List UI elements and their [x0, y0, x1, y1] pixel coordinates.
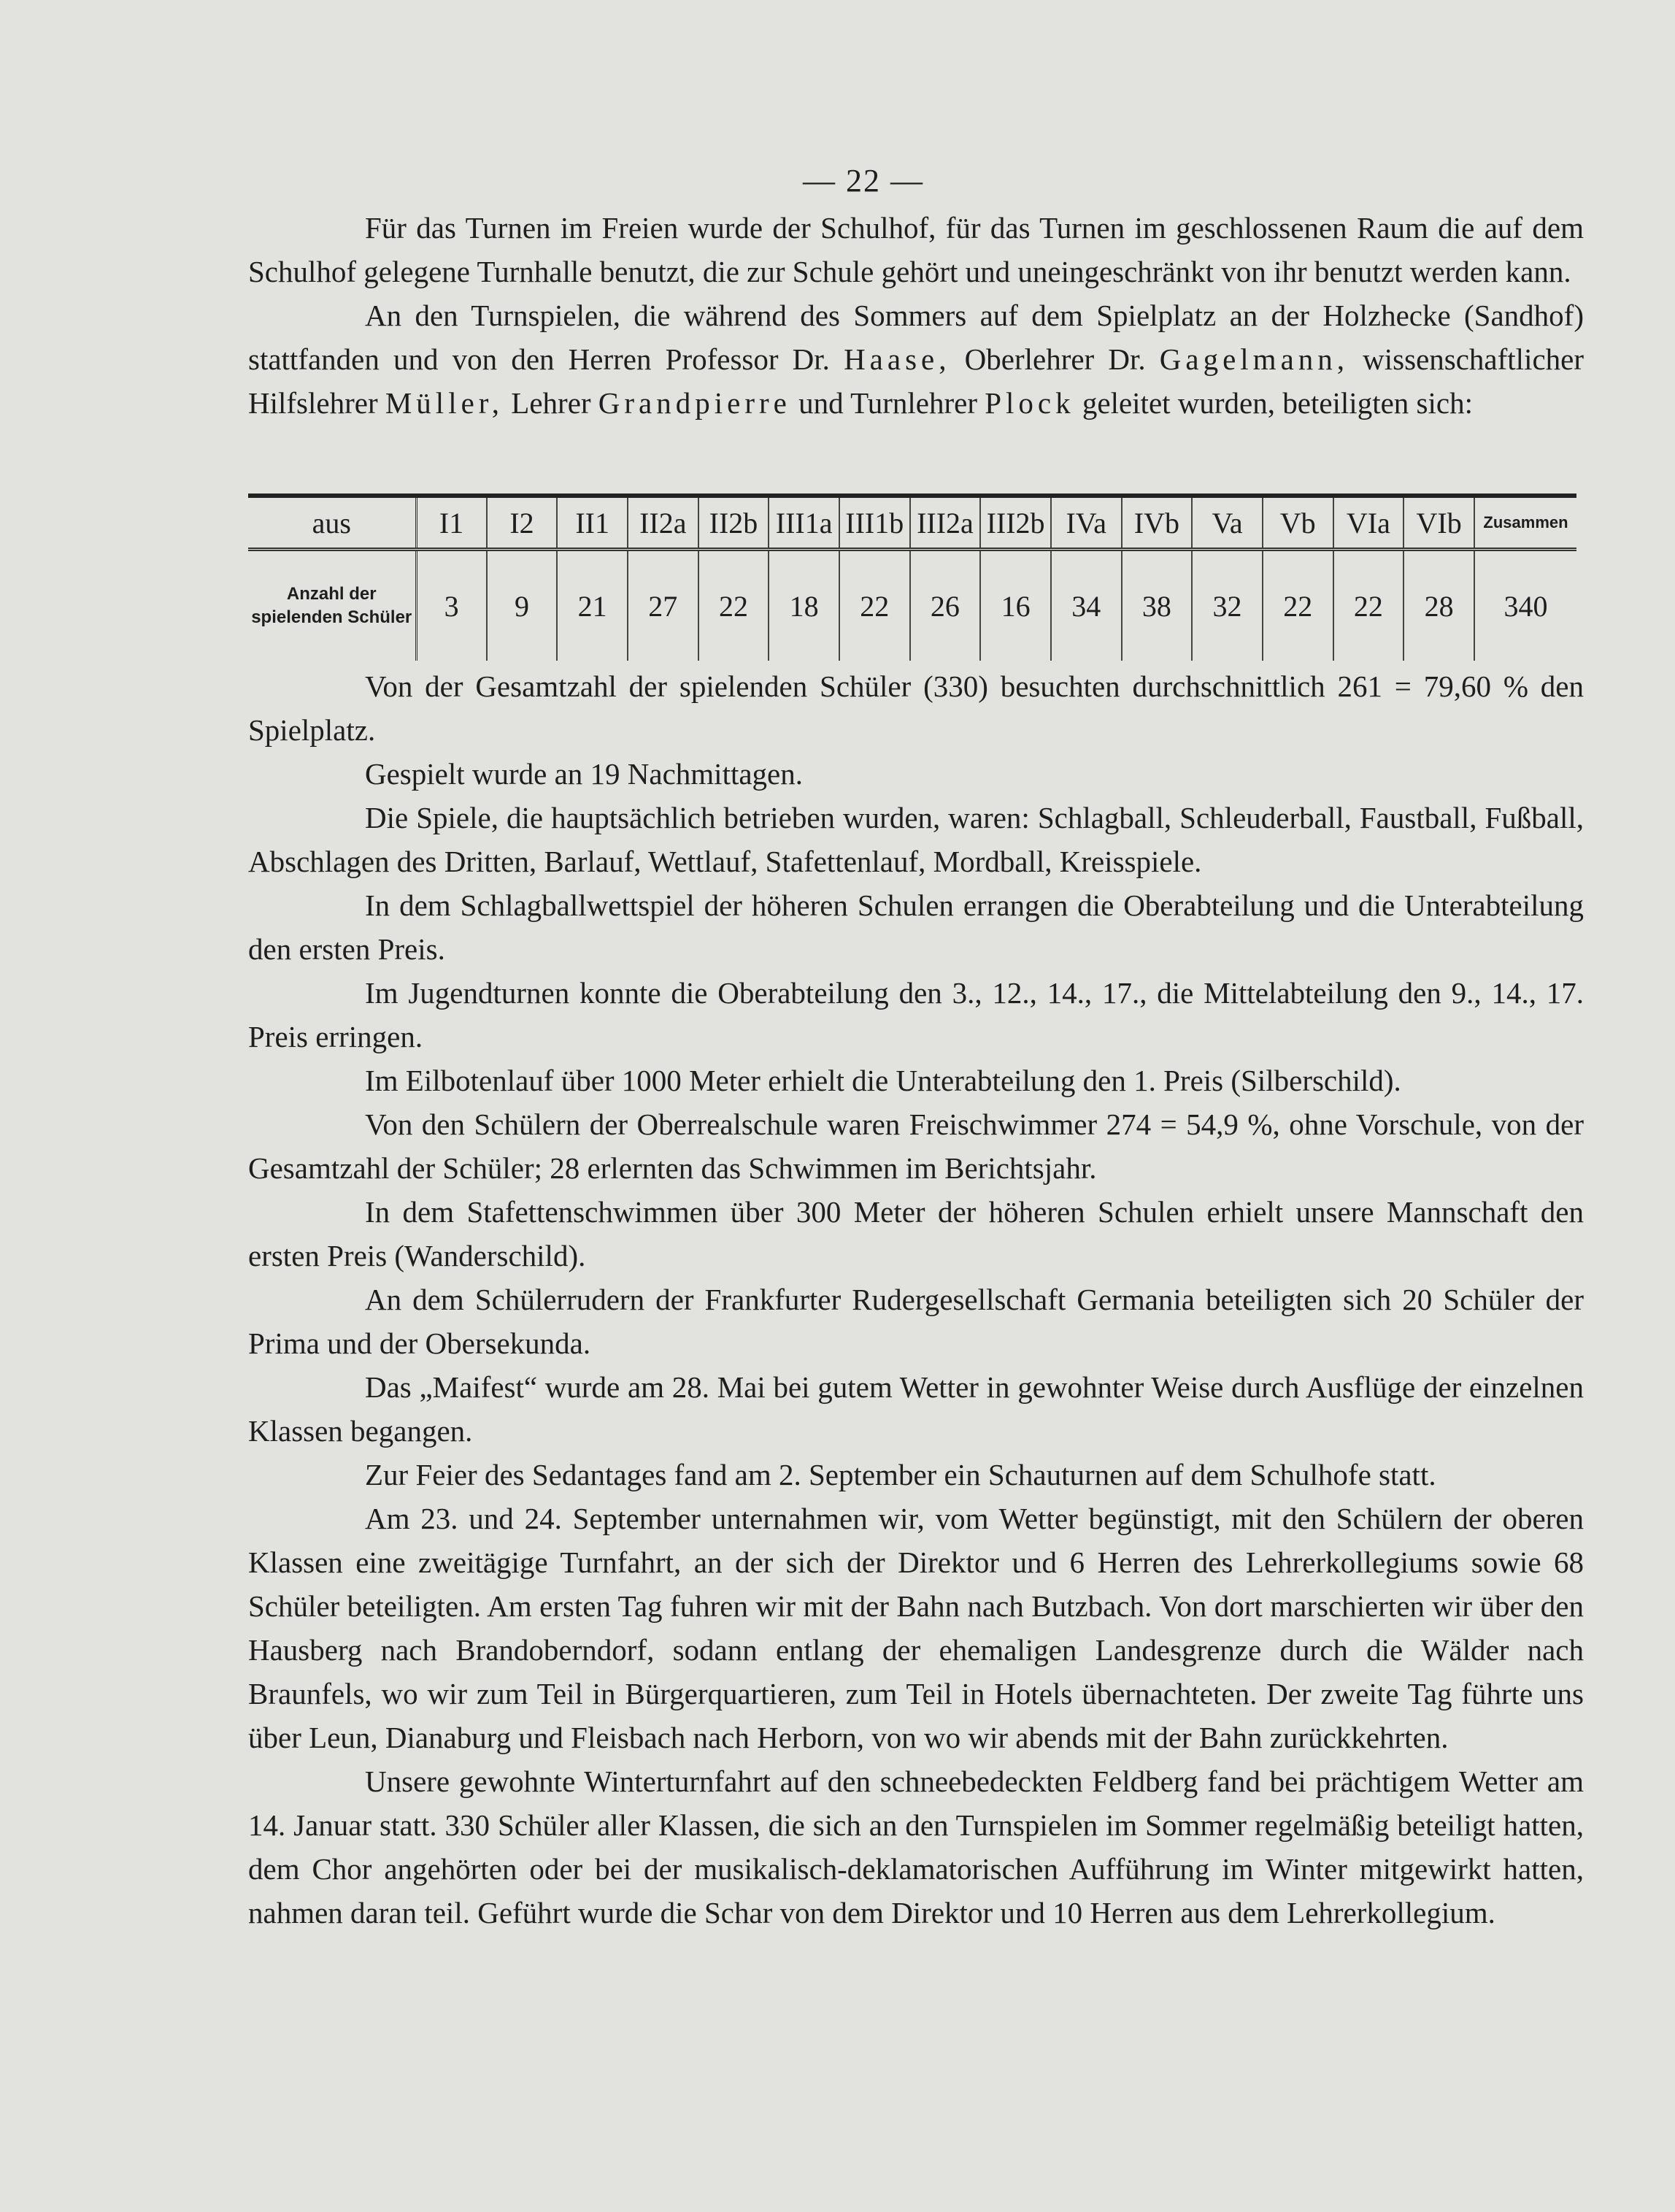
paragraph: Gespielt wurde an 19 Nachmittagen.: [365, 757, 804, 791]
column-header: VIb: [1403, 498, 1474, 550]
column-header: II1: [557, 498, 628, 550]
table-header-label: aus: [248, 498, 416, 550]
column-header-total: Zusammen: [1474, 498, 1576, 550]
table-cell: 9: [487, 550, 558, 661]
table-cell: 22: [698, 550, 769, 661]
column-header: IVb: [1122, 498, 1193, 550]
paragraph: Am 23. und 24. September unternahmen wir, vom Wetter begünstigt, mit den Schülern der oberen Klassen eine zweitägige Turnfahrt, an der sich der Direktor und 6 Herren des Lehrerkollegiums sowie 68 Schüler beteiligten. Am ersten Tag fuhren wir mit der Bahn nach Butzbach. Von dort marschierten wir über den Hausberg nach Brandoberndorf, sodann entlang der ehemaligen Landesgrenze durch die Wälder nach Braunfels, wo wir zum Teil in Bürgerquartieren, zum Teil in Hotels übernachteten. Der zweite Tag führte uns über Leun, Dianaburg und Fleisbach nach Herborn, von wo wir abends mit der Bahn zurückkehrten.: [248, 1502, 1584, 1754]
paragraph: Die Spiele, die hauptsächlich betrieben wurden, waren: Schlagball, Schleuderball, Faustball, Fußball, Abschlagen des Dritten, Barlauf, Wettlauf, Stafettenlauf, Mordball, Kreisspiele.: [248, 801, 1584, 878]
paragraph: Im Eilbotenlauf über 1000 Meter erhielt die Unterabteilung den 1. Preis (Silberschild).: [365, 1064, 1401, 1097]
table-cell: 28: [1403, 550, 1474, 661]
column-header: Va: [1192, 498, 1263, 550]
column-header: III1b: [839, 498, 910, 550]
table-cell-total: 340: [1474, 550, 1576, 661]
column-header: VIa: [1333, 498, 1404, 550]
row-label: Anzahl der spielenden Schüler: [248, 550, 416, 661]
column-header: III2b: [980, 498, 1051, 550]
column-header: I2: [487, 498, 558, 550]
column-header: I1: [416, 498, 487, 550]
table-header-row: [248, 498, 1576, 550]
table-cell: 22: [1333, 550, 1404, 661]
column-header: II2a: [628, 498, 698, 550]
paragraph: Von den Schülern der Oberrealschule waren Freischwimmer 274 = 54,9 %, ohne Vorschule, von der Gesamtzahl der Schüler; 28 erlernten das Schwimmen im Berichtsjahr.: [248, 1107, 1584, 1185]
paragraph: Für das Turnen im Freien wurde der Schulhof, für das Turnen im geschlossenen Raum die auf dem Schulhof gelegene Turnhalle benutzt, die zur Schule gehört und uneingeschränkt von ihr benutzt werden kann.: [248, 211, 1584, 288]
table-row: [248, 550, 1576, 661]
paragraph: Zur Feier des Sedantages fand am 2. September ein Schauturnen auf dem Schulhofe statt.: [365, 1458, 1436, 1491]
table-cell: 32: [1192, 550, 1263, 661]
paragraph-participants: An den Turnspielen, die während des Sommers auf dem Spielplatz an der Holzhecke (Sandhof) stattfanden und von den Herren Professor Dr. Haase, Oberlehrer Dr. Gagelmann, wissenschaftlicher Hilfslehrer Müller, Lehrer Grandpierre und Turnlehrer Plock geleitet wurden, beteiligten sich:: [248, 299, 1584, 420]
column-header: Vb: [1263, 498, 1333, 550]
page-number: — 22 —: [803, 163, 924, 199]
column-header: III1a: [769, 498, 839, 550]
paragraph: Im Jugendturnen konnte die Oberabteilung den 3., 12., 14., 17., die Mittelabteilung den 9., 14., 17. Preis erringen.: [248, 976, 1584, 1053]
participation-table: [248, 494, 1576, 661]
table-cell: 21: [557, 550, 628, 661]
table-cell: 18: [769, 550, 839, 661]
paragraph: In dem Schlagballwettspiel der höheren Schulen errangen die Oberabteilung und die Unterabteilung den ersten Preis.: [248, 888, 1584, 966]
table-cell: 3: [416, 550, 487, 661]
column-header: III2a: [910, 498, 981, 550]
paragraph: An dem Schülerrudern der Frankfurter Rudergesellschaft Germania beteiligten sich 20 Schüler der Prima und der Obersekunda.: [248, 1283, 1584, 1360]
paragraph: Von der Gesamtzahl der spielenden Schüler (330) besuchten durchschnittlich 261 = 79,60 % den Spielplatz.: [248, 669, 1584, 747]
body-text: [248, 664, 1584, 1935]
intro-text: [248, 206, 1584, 425]
paragraph: Das „Maifest“ wurde am 28. Mai bei gutem Wetter in gewohnter Weise durch Ausflüge der einzelnen Klassen begangen.: [248, 1370, 1584, 1448]
column-header: II2b: [698, 498, 769, 550]
table-cell: 34: [1051, 550, 1122, 661]
paragraph: In dem Stafettenschwimmen über 300 Meter der höheren Schulen erhielt unsere Mannschaft den ersten Preis (Wanderschild).: [248, 1195, 1584, 1272]
paragraph: Unsere gewohnte Winterturnfahrt auf den schneebedeckten Feldberg fand bei prächtigem Wetter am 14. Januar statt. 330 Schüler aller Klassen, die sich an den Turnspielen im Sommer regelmäßig beteiligt hatten, dem Chor angehörten oder bei der musikalisch-deklamatorischen Aufführung im Winter mitgewirkt hatten, nahmen daran teil. Geführt wurde die Schar von dem Direktor und 10 Herren aus dem Lehrerkollegium.: [248, 1764, 1584, 1929]
table-cell: 16: [980, 550, 1051, 661]
table-cell: 27: [628, 550, 698, 661]
table-cell: 22: [839, 550, 910, 661]
table-cell: 26: [910, 550, 981, 661]
table-cell: 22: [1263, 550, 1333, 661]
column-header: IVa: [1051, 498, 1122, 550]
table-cell: 38: [1122, 550, 1193, 661]
